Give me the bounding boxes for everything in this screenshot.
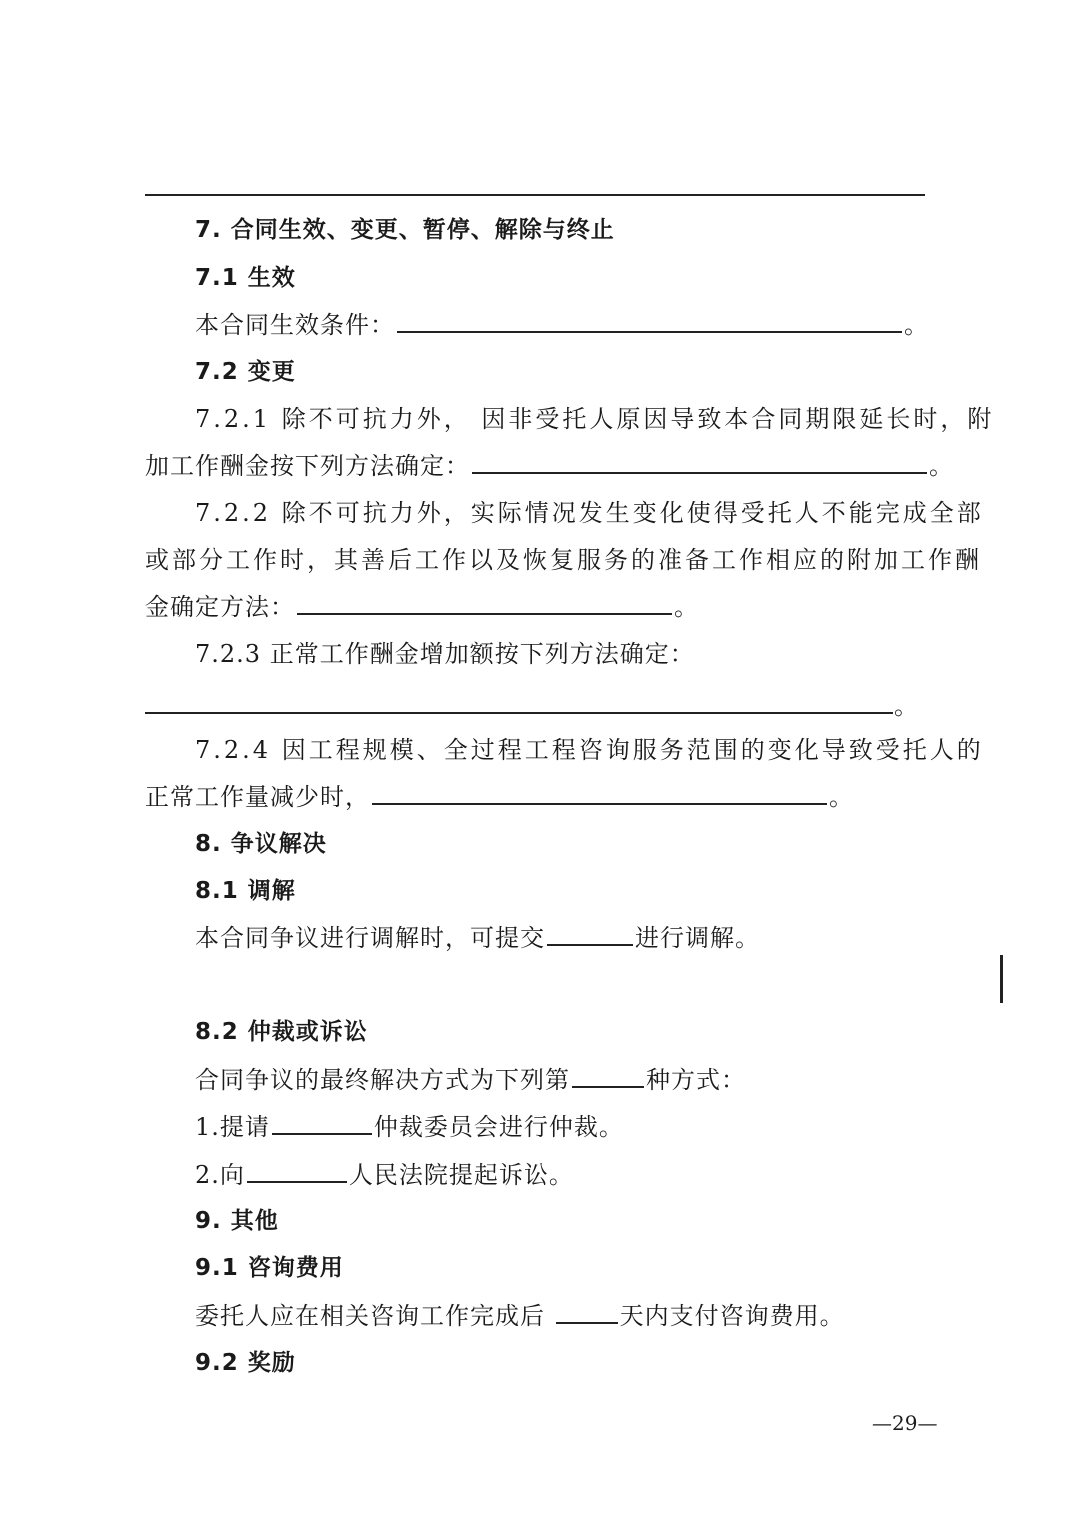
section-8-2-text (195, 1062, 746, 1098)
workload-decrease-label: 正常工作量减少时， (145, 783, 370, 811)
litigation-label-end: 人民法院提起诉讼。 (348, 1161, 574, 1189)
period: 。 (674, 593, 699, 621)
aftercare-fee-method-blank (297, 589, 672, 615)
section-8-1-text (195, 920, 760, 956)
section-8-heading: 8. 争议解决 (195, 831, 327, 857)
aftercare-fee-method-label: 金确定方法： (145, 593, 295, 621)
court-name-blank (247, 1157, 347, 1183)
period: 。 (894, 692, 919, 720)
section-7-2-1-line2 (145, 448, 954, 484)
mediation-label-end: 进行调解。 (635, 924, 760, 952)
payment-days-label: 委托人应在相关咨询工作完成后 (195, 1302, 554, 1330)
section-7-2-3-line1: 7.2.3 正常工作酬金增加额按下列方法确定： (195, 640, 695, 668)
section-7-1-text (195, 307, 929, 343)
section-7-2-heading: 7.2 变更 (195, 359, 296, 385)
section-9-1-heading: 9.1 咨询费用 (195, 1255, 344, 1281)
header-rule (145, 194, 925, 196)
mediation-label: 本合同争议进行调解时，可提交 (195, 924, 545, 952)
page-number: —29— (872, 1411, 938, 1435)
section-7-2-4-line2 (145, 779, 854, 815)
section-7-1-heading: 7.1 生效 (195, 265, 296, 291)
extra-fee-method-label: 加工作酬金按下列方法确定： (145, 452, 470, 480)
payment-days-label-end: 天内支付咨询费用。 (619, 1302, 845, 1330)
section-7-2-2-line1: 7.2.2 除不可抗力外，实际情况发生变化使得受托人不能完成全部 (195, 499, 984, 527)
section-7-2-2-line2: 或部分工作时，其善后工作以及恢复服务的准备工作相应的附加工作酬 (145, 546, 982, 574)
litigation-label: 2.向 (195, 1161, 245, 1189)
workload-decrease-blank (372, 779, 827, 805)
resolution-method-label-end: 种方式： (646, 1066, 746, 1094)
arbitration-commission-blank (272, 1109, 372, 1135)
option-litigation (195, 1157, 574, 1193)
effect-conditions-label: 本合同生效条件： (195, 311, 395, 339)
section-7-heading: 7. 合同生效、变更、暂停、解除与终止 (195, 217, 615, 243)
mediation-body-blank (547, 920, 633, 946)
section-9-2-heading: 9.2 奖励 (195, 1350, 296, 1376)
period: 。 (904, 311, 929, 339)
extra-fee-method-blank (472, 448, 927, 474)
section-9-1-text (195, 1298, 845, 1334)
section-7-2-1-line1: 7.2.1 除不可抗力外， 因非受托人原因导致本合同期限延长时，附 (195, 405, 995, 433)
section-7-2-2-line3 (145, 589, 699, 625)
section-8-1-heading: 8.1 调解 (195, 878, 296, 904)
resolution-method-label: 合同争议的最终解决方式为下列第 (195, 1066, 570, 1094)
margin-bar (1000, 955, 1003, 1003)
period: 。 (929, 452, 954, 480)
payment-days-blank (556, 1298, 618, 1324)
section-8-2-heading: 8.2 仲裁或诉讼 (195, 1019, 368, 1045)
option-arbitration (195, 1109, 624, 1145)
section-9-heading: 9. 其他 (195, 1208, 279, 1234)
effect-conditions-blank (397, 307, 902, 333)
fee-increase-method-blank (145, 712, 893, 714)
period: 。 (829, 783, 854, 811)
section-7-2-4-line1: 7.2.4 因工程规模、全过程工程咨询服务范围的变化导致受托人的 (195, 736, 984, 764)
resolution-method-blank (572, 1062, 644, 1088)
arbitration-label-end: 仲裁委员会进行仲裁。 (373, 1113, 624, 1141)
arbitration-label: 1.提请 (195, 1113, 270, 1141)
